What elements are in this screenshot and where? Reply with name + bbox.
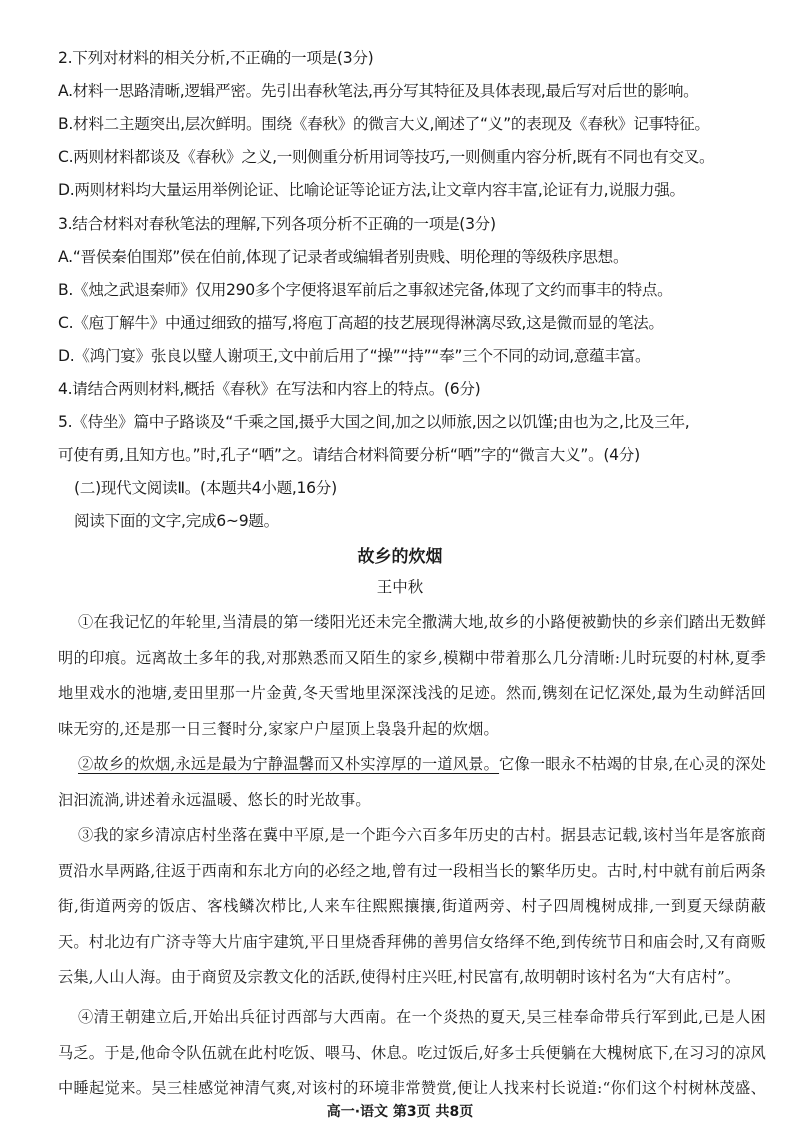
article-author: 王中秋: [376, 578, 424, 596]
paragraph-4: ④清王朝建立后,开始出兵征讨西部与大西南。在一个炎热的夏天,吴三桂奉命带兵行军到此,已是人困马乏。于是,他命令队伍就在此村吃饭、喂马、休息。吃过饭后,好多士兵便躺在大槐树底下,在习习的凉风中睡起觉来。吴三桂感觉神清气爽,对该村的环境非常赞赏,便让人找来村长说道:“你们这个村树林茂盛、: [58, 1008, 766, 1096]
question-3-option-b: B.《烛之武退秦师》仅用290多个字便将退军前后之事叙述完备,体现了文约而事丰的特点。: [58, 281, 673, 299]
question-4: 4.请结合两则材料,概括《春秋》在写法和内容上的特点。(6分): [58, 380, 481, 398]
question-2-option-b: B.材料二主题突出,层次鲜明。围绕《春秋》的微言大义,阐述了“义”的表现及《春秋》记事特征。: [58, 115, 710, 133]
question-3-option-d: D.《鸿门宴》张良以璧人谢项王,文中前后用了“操”“持”“奉”三个不同的动词,意蕴丰富。: [58, 347, 651, 365]
question-3-option-a: A.“晋侯秦伯围郑”侯在伯前,体现了记录者或编辑者别贵贱、明伦理的等级秩序思想。: [58, 248, 629, 266]
paragraph-2-rest: 它像一眼永不枯竭的甘泉,在心灵的深处汩汩流淌,讲述着永远温暖、悠长的时光故事。: [58, 755, 766, 809]
underlined-sentence: ②故乡的炊烟,永远是最为宁静温馨而又朴实淳厚的一道风景。: [78, 755, 500, 773]
section-instruction: 阅读下面的文字,完成6~9题。: [74, 512, 279, 530]
question-2-option-a: A.材料一思路清晰,逻辑严密。先引出春秋笔法,再分写其特征及具体表现,最后写对后世的影响。: [58, 82, 699, 100]
question-2-option-c: C.两则材料都谈及《春秋》之义,一则侧重分析用词等技巧,一则侧重内容分析,既有不同也有交叉。: [58, 148, 715, 166]
question-3-option-c: C.《庖丁解牛》中通过细致的描写,将庖丁高超的技艺展现得淋漓尽致,这是微而显的笔法。: [58, 314, 664, 332]
paragraph-3: ③我的家乡清凉店村坐落在冀中平原,是一个距今六百多年历史的古村。据县志记载,该村当年是客旅商贾沿水旱两路,往返于西南和东北方向的必经之地,曾有过一段相当长的繁华历史。古时,村中就有前后两条街,街道两旁的饭店、客栈鳞次栉比,人来车往熙熙攘攘,街道两旁、村子四周槐树成排,一到夏天绿荫蔽天。村北边有广济寺等大片庙宇建筑,平日里烧香拜佛的善男信女络绎不绝,到传统节日和庙会时,又有商贩云集,人山人海。由于商贸及宗教文化的活跃,使得村庄兴旺,村民富有,故明朝时该村名为“大有店村”。: [58, 826, 766, 987]
question-2-option-d: D.两则材料均大量运用举例论证、比喻论证等论证方法,让文章内容丰富,论证有力,说服力强。: [58, 181, 685, 199]
question-5-line-2: 可使有勇,且知方也。”时,孔子“哂”之。请结合材料简要分析“哂”字的“微言大义”。(4分): [58, 446, 640, 464]
question-2-stem: 2.下列对材料的相关分析,不正确的一项是(3分): [58, 49, 374, 67]
section-heading: (二)现代文阅读Ⅱ。(本题共4小题,16分): [74, 479, 337, 497]
paragraph-1: ①在我记忆的年轮里,当清晨的第一缕阳光还未完全撒满大地,故乡的小路便被勤快的乡亲们踏出无数鲜明的印痕。远离故土多年的我,对那熟悉而又陌生的家乡,模糊中带着那么几分清晰:儿时玩耍的村林,夏季地里戏水的池塘,麦田里那一片金黄,冬天雪地里深深浅浅的足迹。然而,镌刻在记忆深处,最为生动鲜活回味无穷的,还是那一日三餐时分,家家户户屋顶上袅袅升起的炊烟。: [58, 613, 766, 738]
question-3-stem: 3.结合材料对春秋笔法的理解,下列各项分析不正确的一项是(3分): [58, 215, 496, 233]
paragraph-2: [58, 747, 766, 818]
article-title: 故乡的炊烟: [357, 547, 443, 567]
page-footer: 高一·语文 第3页 共8页: [326, 1104, 474, 1120]
question-5-line-1: 5.《侍坐》篇中子路谈及“千乘之国,摄乎大国之间,加之以师旅,因之以饥馑;由也为之,比及三年,: [58, 413, 690, 431]
